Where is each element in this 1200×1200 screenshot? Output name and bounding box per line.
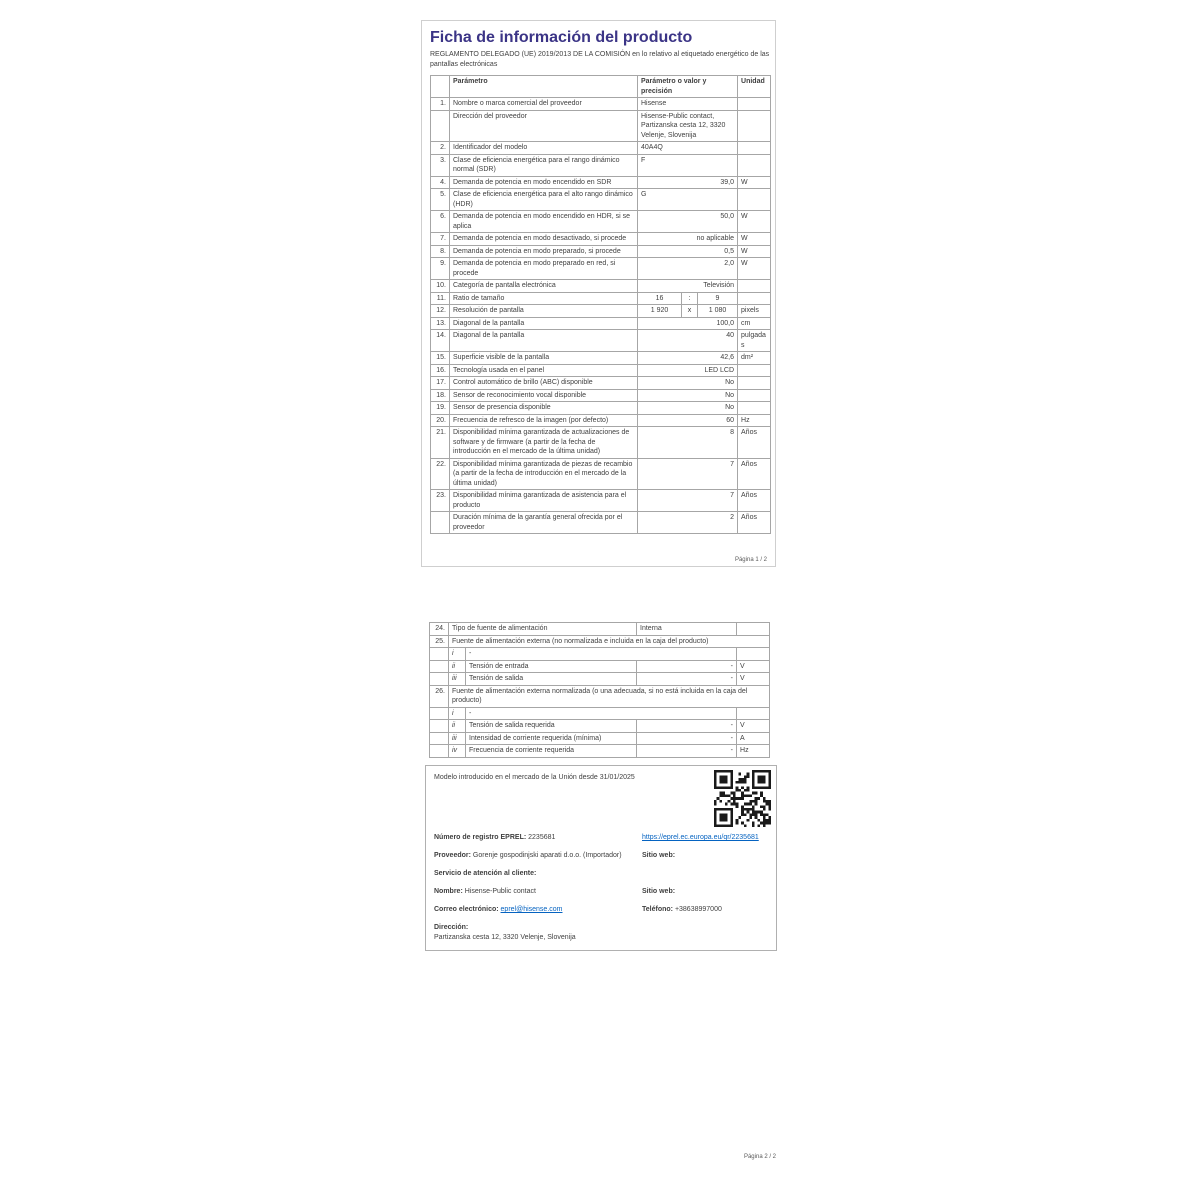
unit-cell: V [737,673,770,686]
value-cell: : [682,292,698,305]
table-row [431,142,771,155]
row-number-cell [430,648,449,661]
table-row [431,292,771,305]
table-row [431,427,771,459]
market-intro-row [434,773,768,833]
table-row [431,233,771,246]
unit-cell: W [738,211,771,233]
row-number-cell [430,732,449,745]
product-fiche-table-page1 [430,75,771,534]
row-number-cell: 25. [430,635,449,648]
row-number-cell: 11. [431,292,450,305]
value-cell: 8 [638,427,738,459]
unit-cell [738,110,771,142]
value-cell: - [637,660,737,673]
table-row [430,732,770,745]
header-param-cell: Parámetro [450,76,638,98]
param-cell: Nombre o marca comercial del proveedor [450,98,638,111]
table-row [430,648,770,661]
unit-cell: V [737,720,770,733]
value-cell: no aplicable [638,233,738,246]
value-cell: G [638,189,738,211]
email-link[interactable]: eprel@hisense.com [500,906,563,913]
row-number-cell: 8. [431,245,450,258]
param-cell: - [466,648,737,661]
param-cell: Ratio de tamaño [450,292,638,305]
table-row [431,490,771,512]
unit-cell: Hz [737,745,770,758]
table-row [430,623,770,636]
contact-phone: Teléfono: +38638997000 [642,906,722,913]
value-cell: Hisense [638,98,738,111]
unit-cell: Años [738,512,771,534]
value-cell: 50,0 [638,211,738,233]
table-row [430,660,770,673]
param-cell: Clase de eficiencia energética para el rango dinámico normal (SDR) [450,154,638,176]
unit-cell: Años [738,490,771,512]
row-number-cell: 24. [430,623,449,636]
row-number-cell: 14. [431,330,450,352]
table-row [430,707,770,720]
param-cell: Superficie visible de la pantalla [450,352,638,365]
param-cell: Categoría de pantalla electrónica [450,280,638,293]
table-row [431,364,771,377]
table-row [431,414,771,427]
sub-number-cell: iv [449,745,466,758]
qr-code [714,770,771,827]
unit-cell [738,98,771,111]
table-row [430,720,770,733]
value-cell: Televisión [638,280,738,293]
row-number-cell [430,745,449,758]
row-number-cell: 20. [431,414,450,427]
address-label: Dirección: [434,924,469,931]
customer-service-label: Servicio de atención al cliente: [434,870,537,877]
table-row [430,745,770,758]
value-cell: 0,5 [638,245,738,258]
param-cell: Tensión de salida requerida [466,720,637,733]
eprel-label: Número de registro EPREL: [434,834,527,841]
param-cell: Intensidad de corriente requerida (mínima) [466,732,637,745]
row-number-cell: 13. [431,317,450,330]
param-cell: Sensor de presencia disponible [450,402,638,415]
sub-number-cell: ii [449,660,466,673]
unit-cell [737,648,770,661]
param-cell: Demanda de potencia en modo encendido en HDR, si se aplica [450,211,638,233]
eprel-link[interactable]: https://eprel.ec.europa.eu/qr/2235681 [642,834,759,841]
sub-number-cell: iii [449,732,466,745]
header-value-cell: Parámetro o valor y precisión [638,76,738,98]
table-row [431,110,771,142]
row-number-cell: 5. [431,189,450,211]
unit-cell [738,402,771,415]
row-number-cell [430,660,449,673]
table-row [431,512,771,534]
row-number-cell [430,720,449,733]
unit-cell [738,142,771,155]
page-1 [421,20,776,567]
param-cell: Demanda de potencia en modo encendido en SDR [450,176,638,189]
table-header-row [431,76,771,98]
param-cell: Demanda de potencia en modo preparado, si procede [450,245,638,258]
value-cell: x [682,305,698,318]
row-number-cell: 22. [431,458,450,490]
unit-cell: cm [738,317,771,330]
table-row [431,458,771,490]
value-cell: 7 [638,490,738,512]
row-number-cell: 10. [431,280,450,293]
row-number-cell: 1. [431,98,450,111]
value-cell: 60 [638,414,738,427]
page2-number-label: Página 2 / 2 [743,1154,776,1160]
param-cell: Identificador del modelo [450,142,638,155]
sub-number-cell: i [449,707,466,720]
contact-name-row [434,887,768,897]
table-row [431,280,771,293]
value-cell: No [638,377,738,390]
row-number-cell: 2. [431,142,450,155]
param-cell: Disponibilidad mínima garantizada de actualizaciones de software y de firmware (a partir de la fecha de introducción en el mercado de la última unidad) [450,427,638,459]
param-cell: Diagonal de la pantalla [450,330,638,352]
row-number-cell: 12. [431,305,450,318]
param-cell: Dirección del proveedor [450,110,638,142]
value-cell: - [637,745,737,758]
unit-cell [738,364,771,377]
page-2 [421,622,776,758]
param-cell: Control automático de brillo (ABC) disponible [450,377,638,390]
param-cell: Sensor de reconocimiento vocal disponible [450,389,638,402]
website-label: Sitio web: [642,852,676,859]
param-cell: Demanda de potencia en modo desactivado, si procede [450,233,638,246]
table-row [431,211,771,233]
value-cell: 42,6 [638,352,738,365]
eprel-row [434,833,768,843]
value-cell: 2 [638,512,738,534]
value-cell: LED LCD [638,364,738,377]
unit-cell: pulgadas [738,330,771,352]
param-cell: Tensión de entrada [466,660,637,673]
unit-cell: W [738,258,771,280]
param-cell: Fuente de alimentación externa normalizada (o una adecuada, si no está incluida en la caja del producto) [449,685,770,707]
unit-cell [738,389,771,402]
contact-email-row [434,905,768,915]
param-cell: Tipo de fuente de alimentación [449,623,637,636]
header-unit-cell: Unidad [738,76,771,98]
row-number-cell [430,673,449,686]
param-cell: Disponibilidad mínima garantizada de asistencia para el producto [450,490,638,512]
value-cell: F [638,154,738,176]
unit-cell: W [738,245,771,258]
market-intro-text: Modelo introducido en el mercado de la Unión desde 31/01/2025 [434,774,635,781]
website-label-2: Sitio web: [642,888,676,895]
param-cell: Clase de eficiencia energética para el alto rango dinámico (HDR) [450,189,638,211]
value-cell: - [637,720,737,733]
provider-label: Proveedor: [434,852,471,859]
address-value: Partizanska cesta 12, 3320 Velenje, Slovenija [434,933,576,941]
value-cell: No [638,402,738,415]
eprel-number: Número de registro EPREL: 2235681 [434,834,556,841]
unit-cell [738,280,771,293]
row-number-cell: 17. [431,377,450,390]
header-number-cell [431,76,450,98]
registry-contact-box [425,765,777,951]
name-label: Nombre: [434,888,463,895]
sub-number-cell: iii [449,673,466,686]
table-row [431,402,771,415]
table-row [431,317,771,330]
value-cell: 40 [638,330,738,352]
unit-cell: pixels [738,305,771,318]
page1-number-label: Página 1 / 2 [734,557,767,563]
unit-cell [738,377,771,390]
table-row [430,685,770,707]
param-cell: Demanda de potencia en modo preparado en red, si procede [450,258,638,280]
page-title: Ficha de información del producto [430,29,693,46]
value-cell: 7 [638,458,738,490]
value-cell: - [637,673,737,686]
table-row [431,305,771,318]
table-row [431,98,771,111]
row-number-cell: 18. [431,389,450,402]
sub-number-cell: i [449,648,466,661]
param-cell: Tensión de salida [466,673,637,686]
value-cell: 40A4Q [638,142,738,155]
unit-cell: A [737,732,770,745]
value-cell: 39,0 [638,176,738,189]
address-row [434,923,768,942]
value-cell: Interna [637,623,737,636]
table-row [431,330,771,352]
unit-cell: V [737,660,770,673]
param-cell: Duración mínima de la garantía general ofrecida por el proveedor [450,512,638,534]
row-number-cell: 4. [431,176,450,189]
row-number-cell: 19. [431,402,450,415]
phone-label: Teléfono: [642,906,673,913]
unit-cell: Años [738,427,771,459]
unit-cell: dm² [738,352,771,365]
value-cell: 1 080 [698,305,738,318]
row-number-cell: 16. [431,364,450,377]
customer-service-row [434,869,768,879]
param-cell: Fuente de alimentación externa (no normalizada e incluida en la caja del producto) [449,635,770,648]
row-number-cell: 23. [431,490,450,512]
param-cell: Diagonal de la pantalla [450,317,638,330]
row-number-cell [431,512,450,534]
table-row [431,377,771,390]
provider-row [434,851,768,861]
value-cell: 1 920 [638,305,682,318]
regulation-subtitle: REGLAMENTO DELEGADO (UE) 2019/2013 DE LA COMISIÓN en lo relativo al etiquetado energético de las pantallas electrónicas [430,51,770,68]
table-row [431,176,771,189]
unit-cell [738,189,771,211]
value-cell: 9 [698,292,738,305]
row-number-cell: 26. [430,685,449,707]
provider-value: Proveedor: Gorenje gospodinjski aparati d.o.o. (Importador) [434,852,622,859]
value-cell: No [638,389,738,402]
row-number-cell: 7. [431,233,450,246]
table-row [431,352,771,365]
table-row [431,189,771,211]
table-row [430,635,770,648]
row-number-cell: 6. [431,211,450,233]
row-number-cell: 21. [431,427,450,459]
sub-number-cell: ii [449,720,466,733]
contact-email [434,905,634,915]
unit-cell: W [738,176,771,189]
value-cell: Hisense-Public contact, Partizanska cesta 12, 3320 Velenje, Slovenija [638,110,738,142]
param-cell: Resolución de pantalla [450,305,638,318]
value-cell: 2,0 [638,258,738,280]
table-row [431,389,771,402]
email-label: Correo electrónico: [434,906,499,913]
contact-name: Nombre: Hisense-Public contact [434,888,536,895]
table-row [431,154,771,176]
row-number-cell: 3. [431,154,450,176]
row-number-cell: 9. [431,258,450,280]
unit-cell [737,623,770,636]
value-cell: 16 [638,292,682,305]
param-cell: Tecnología usada en el panel [450,364,638,377]
unit-cell: Años [738,458,771,490]
unit-cell [738,154,771,176]
unit-cell [737,707,770,720]
product-fiche-table-page2 [429,622,770,758]
table-row [431,245,771,258]
row-number-cell: 15. [431,352,450,365]
param-cell: Frecuencia de refresco de la imagen (por defecto) [450,414,638,427]
table-row [431,258,771,280]
unit-cell: W [738,233,771,246]
param-cell: - [466,707,737,720]
param-cell: Frecuencia de corriente requerida [466,745,637,758]
unit-cell: Hz [738,414,771,427]
row-number-cell [430,707,449,720]
value-cell: - [637,732,737,745]
table-row [430,673,770,686]
unit-cell [738,292,771,305]
row-number-cell [431,110,450,142]
value-cell: 100,0 [638,317,738,330]
param-cell: Disponibilidad mínima garantizada de piezas de recambio (a partir de la fecha de introducción en el mercado de la última unidad) [450,458,638,490]
